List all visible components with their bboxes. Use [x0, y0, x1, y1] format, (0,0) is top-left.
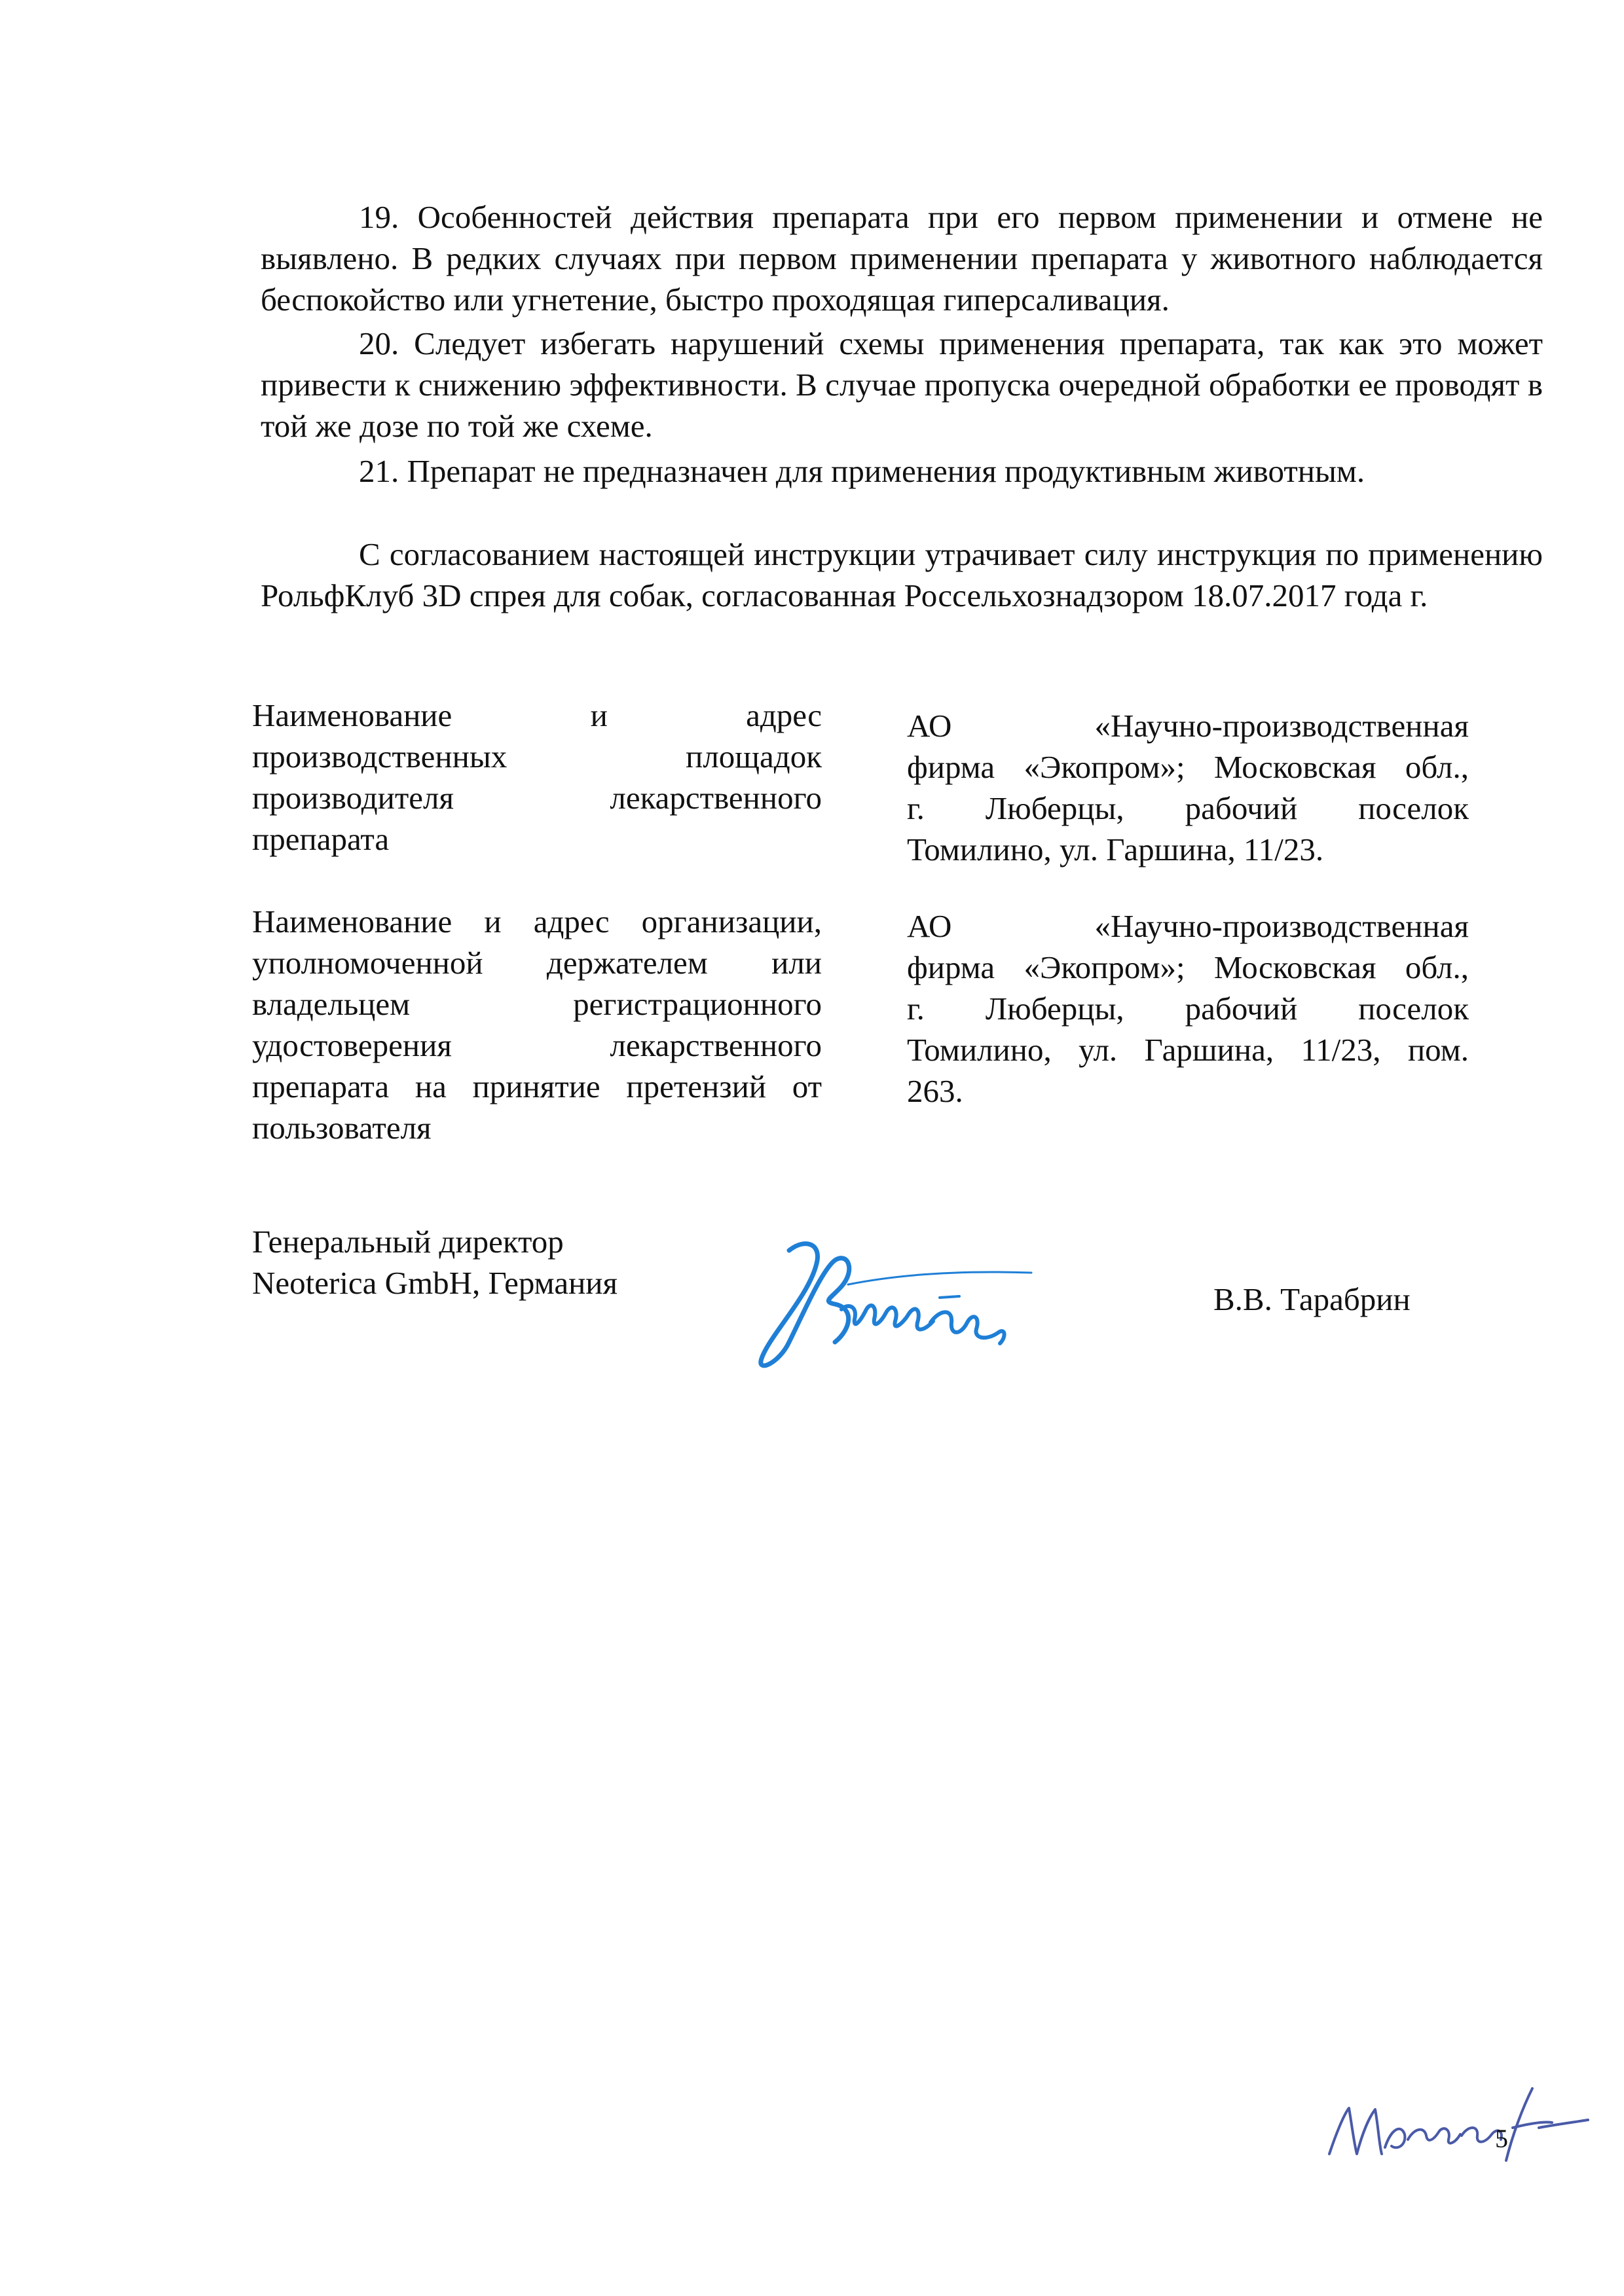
paragraph-19: 19. Особенностей действия препарата при его первом применении и отмене не выявлено. В редких случаях при первом применении препарата у животного наблюдается беспокойство или угнетение, быстро проходящая гиперсаливация. — [261, 199, 1543, 318]
claims-organization-label — [252, 901, 822, 1148]
label-line: препарата — [252, 821, 390, 857]
value-line: АО «Научно-производственная — [907, 708, 1469, 744]
signer-position — [252, 1221, 618, 1303]
signer-position-line1: Генеральный директор — [252, 1224, 564, 1260]
handwritten-signature — [743, 1224, 1058, 1381]
label-line: уполномоченной держателем или — [252, 945, 822, 981]
paragraph-20: 20. Следует избегать нарушений схемы применения препарата, так как это может привести к снижению эффективности. В случае пропуска очередной обработки ее проводят в той же дозе по той же схеме. — [261, 325, 1543, 444]
manufacturer-value — [907, 705, 1469, 870]
value-line: г. Люберцы, рабочий поселок — [907, 991, 1469, 1027]
label-line: Наименование и адрес организации, — [252, 903, 822, 939]
value-line: 263. — [907, 1073, 963, 1109]
signer-name: В.В. Тарабрин — [1213, 1281, 1411, 1317]
signer-position-line2: Neoterica GmbH, Германия — [252, 1265, 618, 1301]
value-line: фирма «Экопром»; Московская обл., — [907, 949, 1469, 985]
label-line: пользователя — [252, 1110, 432, 1146]
label-line: Наименование и адрес — [252, 697, 822, 733]
agreement-paragraph: С согласованием настоящей инструкции утрачивает силу инструкция по применению РольфКлуб 3D спрея для собак, согласованная Россельхознадзором 18.07.2017 года г. — [261, 536, 1543, 613]
value-line: АО «Научно-производственная — [907, 908, 1469, 944]
label-line: владельцем регистрационного — [252, 986, 822, 1022]
label-line: производителя лекарственного — [252, 780, 822, 816]
label-line: удостоверения лекарственного — [252, 1027, 822, 1063]
page-number: 5 — [1495, 2124, 1508, 2153]
paragraph-21: 21. Препарат не предназначен для применения продуктивным животным. — [359, 453, 1365, 489]
value-line: Томилино, ул. Гаршина, 11/23. — [907, 831, 1324, 867]
label-line: препарата на принятие претензий от — [252, 1068, 822, 1104]
value-line: фирма «Экопром»; Московская обл., — [907, 749, 1469, 785]
manufacturer-label — [252, 695, 822, 860]
value-line: Томилино, ул. Гаршина, 11/23, пом. — [907, 1032, 1469, 1068]
value-line: г. Люберцы, рабочий поселок — [907, 790, 1469, 826]
claims-organization-value — [907, 905, 1469, 1112]
initial-signature — [1316, 2062, 1591, 2180]
label-line: производственных площадок — [252, 738, 822, 774]
